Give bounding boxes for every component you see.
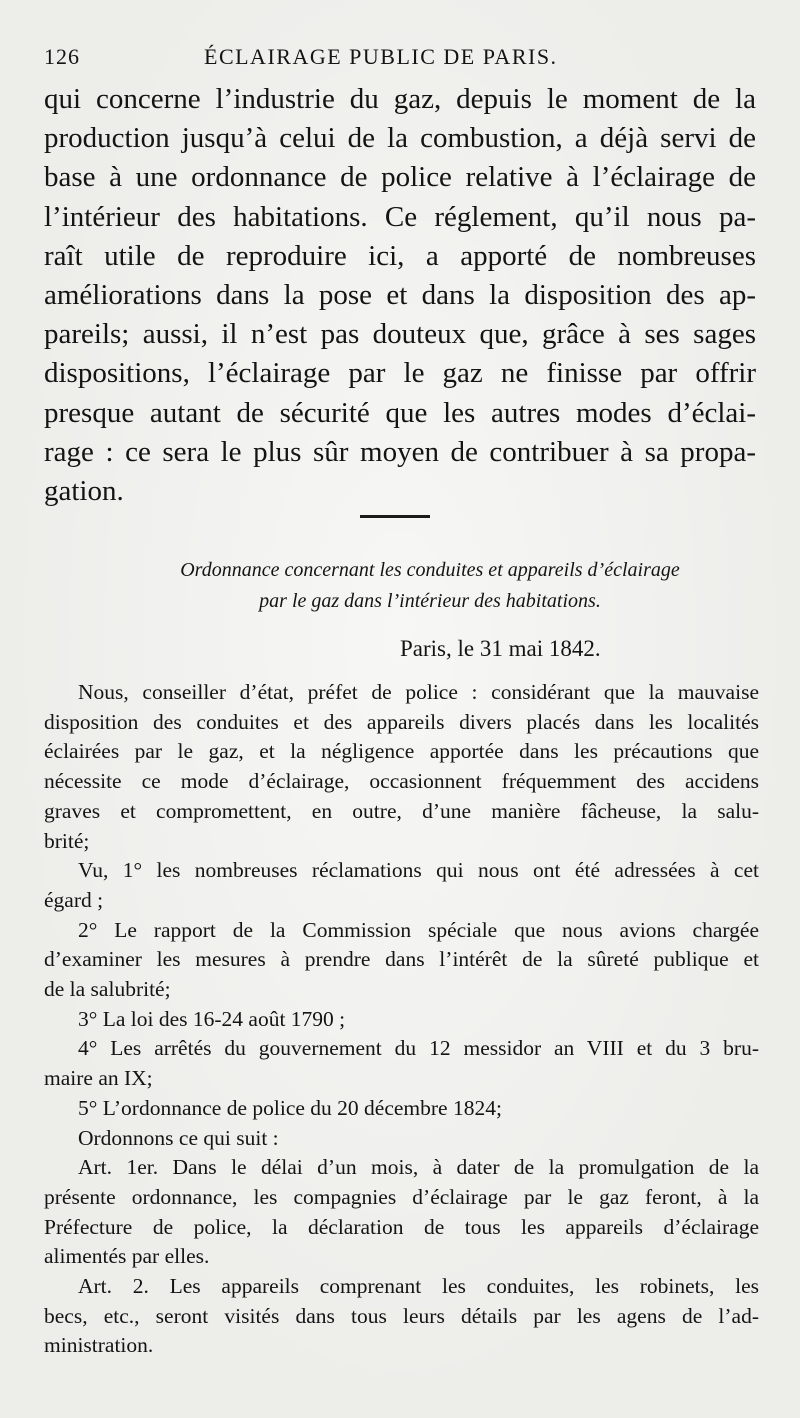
body-line: Art. 1er. Dans le délai d’un mois, à dater de la promulgation de la [78, 1155, 759, 1180]
ordinance-title [60, 555, 760, 617]
ordinance-body [44, 678, 759, 1361]
body-line: maire an IX; [44, 1066, 153, 1091]
body-line: de la salubrité; [44, 977, 171, 1002]
body-line: alimentés par elles. [44, 1244, 210, 1269]
body-line: ministration. [44, 1333, 154, 1358]
intro-line: raît utile de reproduire ici, a apporté de nombreuses [44, 239, 756, 272]
body-line: Ordonnons ce qui suit : [78, 1125, 279, 1150]
section-divider [360, 515, 430, 518]
ordinance-title-line: par le gaz dans l’intérieur des habitations. [259, 590, 601, 612]
intro-line: qui concerne l’industrie du gaz, depuis le moment de la [44, 83, 756, 115]
intro-line: dispositions, l’éclairage par le gaz ne finisse par offrir [44, 357, 756, 390]
body-line: nécessite ce mode d’éclairage, occasionnent fréquemment des accidens [44, 769, 759, 794]
body-line: d’examiner les mesures à prendre dans l’intérêt de la sûreté publique et [44, 947, 759, 972]
intro-line: presque autant de sécurité que les autres modes d’éclai- [44, 396, 756, 429]
body-line: disposition des conduites et des appareils divers placés dans les localités [44, 709, 759, 734]
intro-line: pareils; aussi, il n’est pas douteux que, grâce à ses sages [44, 318, 756, 351]
intro-line: l’intérieur des habitations. Ce réglement, qu’il nous pa- [44, 200, 756, 233]
body-line: graves et compromettent, en outre, d’une manière fâcheuse, la salu- [44, 798, 759, 823]
intro-line: production jusqu’à celui de la combustion, a déjà servi de [44, 122, 756, 155]
body-line: Art. 2. Les appareils comprenant les conduites, les robinets, les [78, 1274, 759, 1299]
intro-line: améliorations dans la pose et dans la disposition des ap- [44, 279, 756, 312]
body-line: brité; [44, 828, 90, 853]
dateline: Paris, le 31 mai 1842. [400, 636, 601, 661]
intro-line: base à une ordonnance de police relative à l’éclairage de [44, 161, 756, 194]
page-header [44, 44, 760, 74]
body-line: éclairées par le gaz, et la négligence apportée dans les précautions que [44, 739, 759, 764]
body-line: 4° Les arrêtés du gouvernement du 12 messidor an VIII et du 3 bru- [78, 1036, 759, 1061]
body-line: 5° L’ordonnance de police du 20 décembre 1824; [78, 1095, 502, 1120]
intro-paragraph [44, 80, 756, 511]
body-line: Nous, conseiller d’état, préfet de police : considérant que la mauvaise [78, 680, 759, 704]
body-line: 3° La loi des 16-24 août 1790 ; [78, 1006, 346, 1031]
intro-line: gation. [44, 475, 124, 508]
body-line: Vu, 1° les nombreuses réclamations qui nous ont été adressées à cet [78, 858, 759, 883]
body-line: présente ordonnance, les compagnies d’éclairage par le gaz feront, à la [44, 1184, 759, 1209]
running-head: ÉCLAIRAGE PUBLIC DE PARIS. [204, 44, 558, 69]
body-line: égard ; [44, 887, 104, 912]
intro-line: rage : ce sera le plus sûr moyen de contribuer à sa propa- [44, 435, 756, 468]
body-line: 2° Le rapport de la Commission spéciale que nous avions chargée [78, 917, 759, 942]
body-line: becs, etc., seront visités dans tous leurs détails par les agens de l’ad- [44, 1303, 759, 1328]
ordinance-title-line: Ordonnance concernant les conduites et appareils d’éclairage [180, 559, 680, 581]
page-number: 126 [44, 44, 80, 69]
body-line: Préfecture de police, la déclaration de tous les appareils d’éclairage [44, 1214, 759, 1239]
